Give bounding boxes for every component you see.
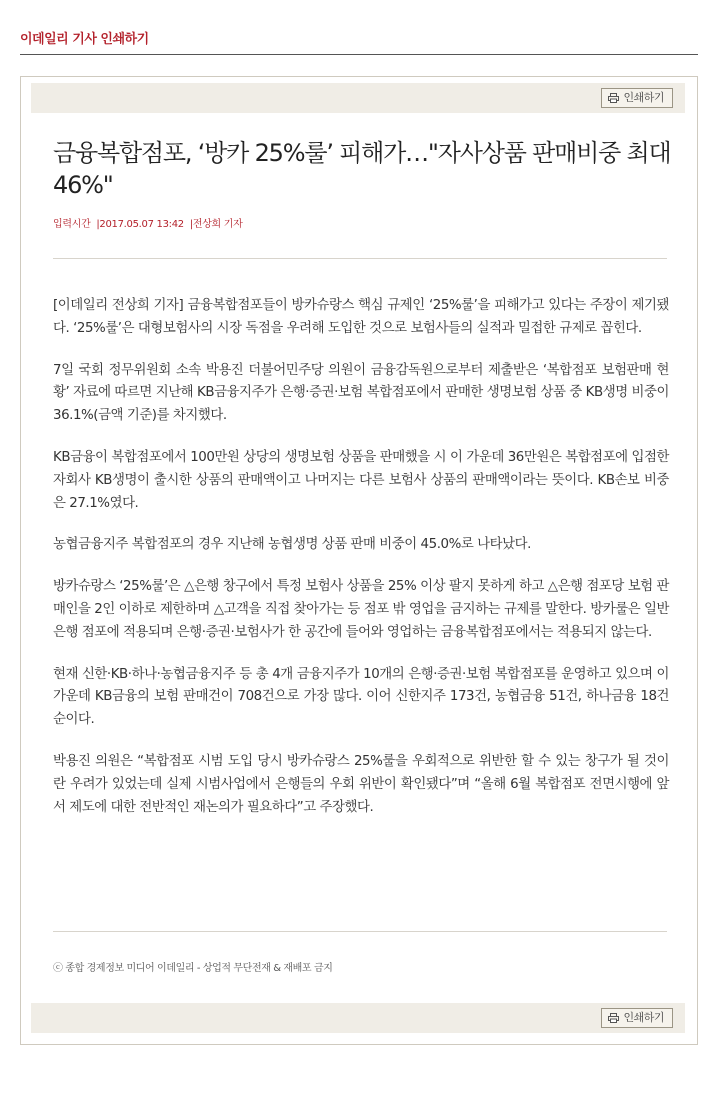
article-body (53, 295, 669, 838)
divider-top (53, 258, 667, 259)
print-button-label: 인쇄하기 (623, 1011, 664, 1024)
meta-author: |전상희 기자 (189, 219, 243, 230)
paragraph: [이데일리 전상희 기자] 금융복합점포들이 방카슈랑스 핵심 규제인 ‘25%룰’을 피해가고 있다는 주장이 제기됐다. ‘25%룰’은 대형보험사의 시장 독점을 우려해 도입한 것으로 보험사들의 실적과 밀접한 규제로 꼽힌다. (53, 298, 669, 336)
page-header (20, 22, 698, 55)
meta-label: 입력시간 (53, 219, 91, 230)
paragraph: 농협금융지주 복합점포의 경우 지난해 농협생명 상품 판매 비중이 45.0%로 나타났다. (53, 537, 531, 553)
paragraph: 박용진 의원은 “복합점포 시범 도입 당시 방카슈랑스 25%룰을 우회적으로 위반한 할 수 있는 창구가 될 것이란 우려가 있었는데 실제 시범사업에서 은행들의 우회 위반이 확인됐다”며 “올해 6월 복합점포 전면시행에 앞서 제도에 대한 전반적인 재논의가 필요하다”고 주장했다. (53, 753, 669, 815)
printer-icon (608, 93, 619, 103)
paragraph: 현재 신한·KB·하나·농협금융지주 등 총 4개 금융지주가 10개의 은행·증권·보험 복합점포를 운영하고 있으며 이 가운데 KB금융의 보험 판매건이 708건으로 가장 많다. 이어 신한지주 173건, 농협금융 51건, 하나금융 18건 순이다. (53, 666, 669, 728)
print-button-top[interactable] (601, 88, 673, 108)
bottom-toolbar (31, 1003, 685, 1033)
print-button-bottom[interactable] (601, 1008, 673, 1028)
top-toolbar (31, 83, 685, 113)
page-title: 이데일리 기사 인쇄하기 (20, 32, 149, 47)
divider-bottom (53, 931, 667, 932)
copyright-notice: ⓒ 종합 경제정보 미디어 이데일리 - 상업적 무단전재 & 재배포 금지 (53, 963, 333, 974)
print-button-label: 인쇄하기 (623, 91, 664, 104)
paragraph: 방카슈랑스 ‘25%룰’은 △은행 창구에서 특정 보험사 상품을 25% 이상 팔지 못하게 하고 △은행 점포당 보험 판매인을 2인 이하로 제한하며 △고객을 직접 찾아가는 등 점포 밖 영업을 금지하는 규제를 말한다. 방카룰은 일반 은행 점포에 적용되며 은행·증권·보험사가 한 공간에 들어와 영업하는 금융복합점포에서는 적용되지 않는다. (53, 579, 669, 640)
printer-icon (608, 1013, 619, 1023)
article-title: 금융복합점포, ‘방카 25%룰’ 피해가…"자사상품 판매비중 최대 46%" (53, 139, 671, 199)
article-frame (20, 76, 698, 1045)
meta-datetime: |2017.05.07 13:42 (96, 219, 184, 230)
article-meta (53, 215, 246, 230)
paragraph: KB금융이 복합점포에서 100만원 상당의 생명보험 상품을 판매했을 시 이 가운데 36만원은 복합점포에 입점한 자회사 KB생명이 출시한 상품의 판매액이고 나머지는 다른 보험사 상품의 판매액이라는 뜻이다. KB손보 비중은 27.1%였다. (53, 449, 669, 511)
paragraph: 7일 국회 정무위원회 소속 박용진 더불어민주당 의원이 금융감독원으로부터 제출받은 ‘복합점포 보험판매 현황’ 자료에 따르면 지난해 KB금융지주가 은행·증권·보험 복합점포에서 판매한 생명보험 상품 중 KB생명 비중이 36.1%(금액 기준)를 차지했다. (53, 362, 669, 424)
